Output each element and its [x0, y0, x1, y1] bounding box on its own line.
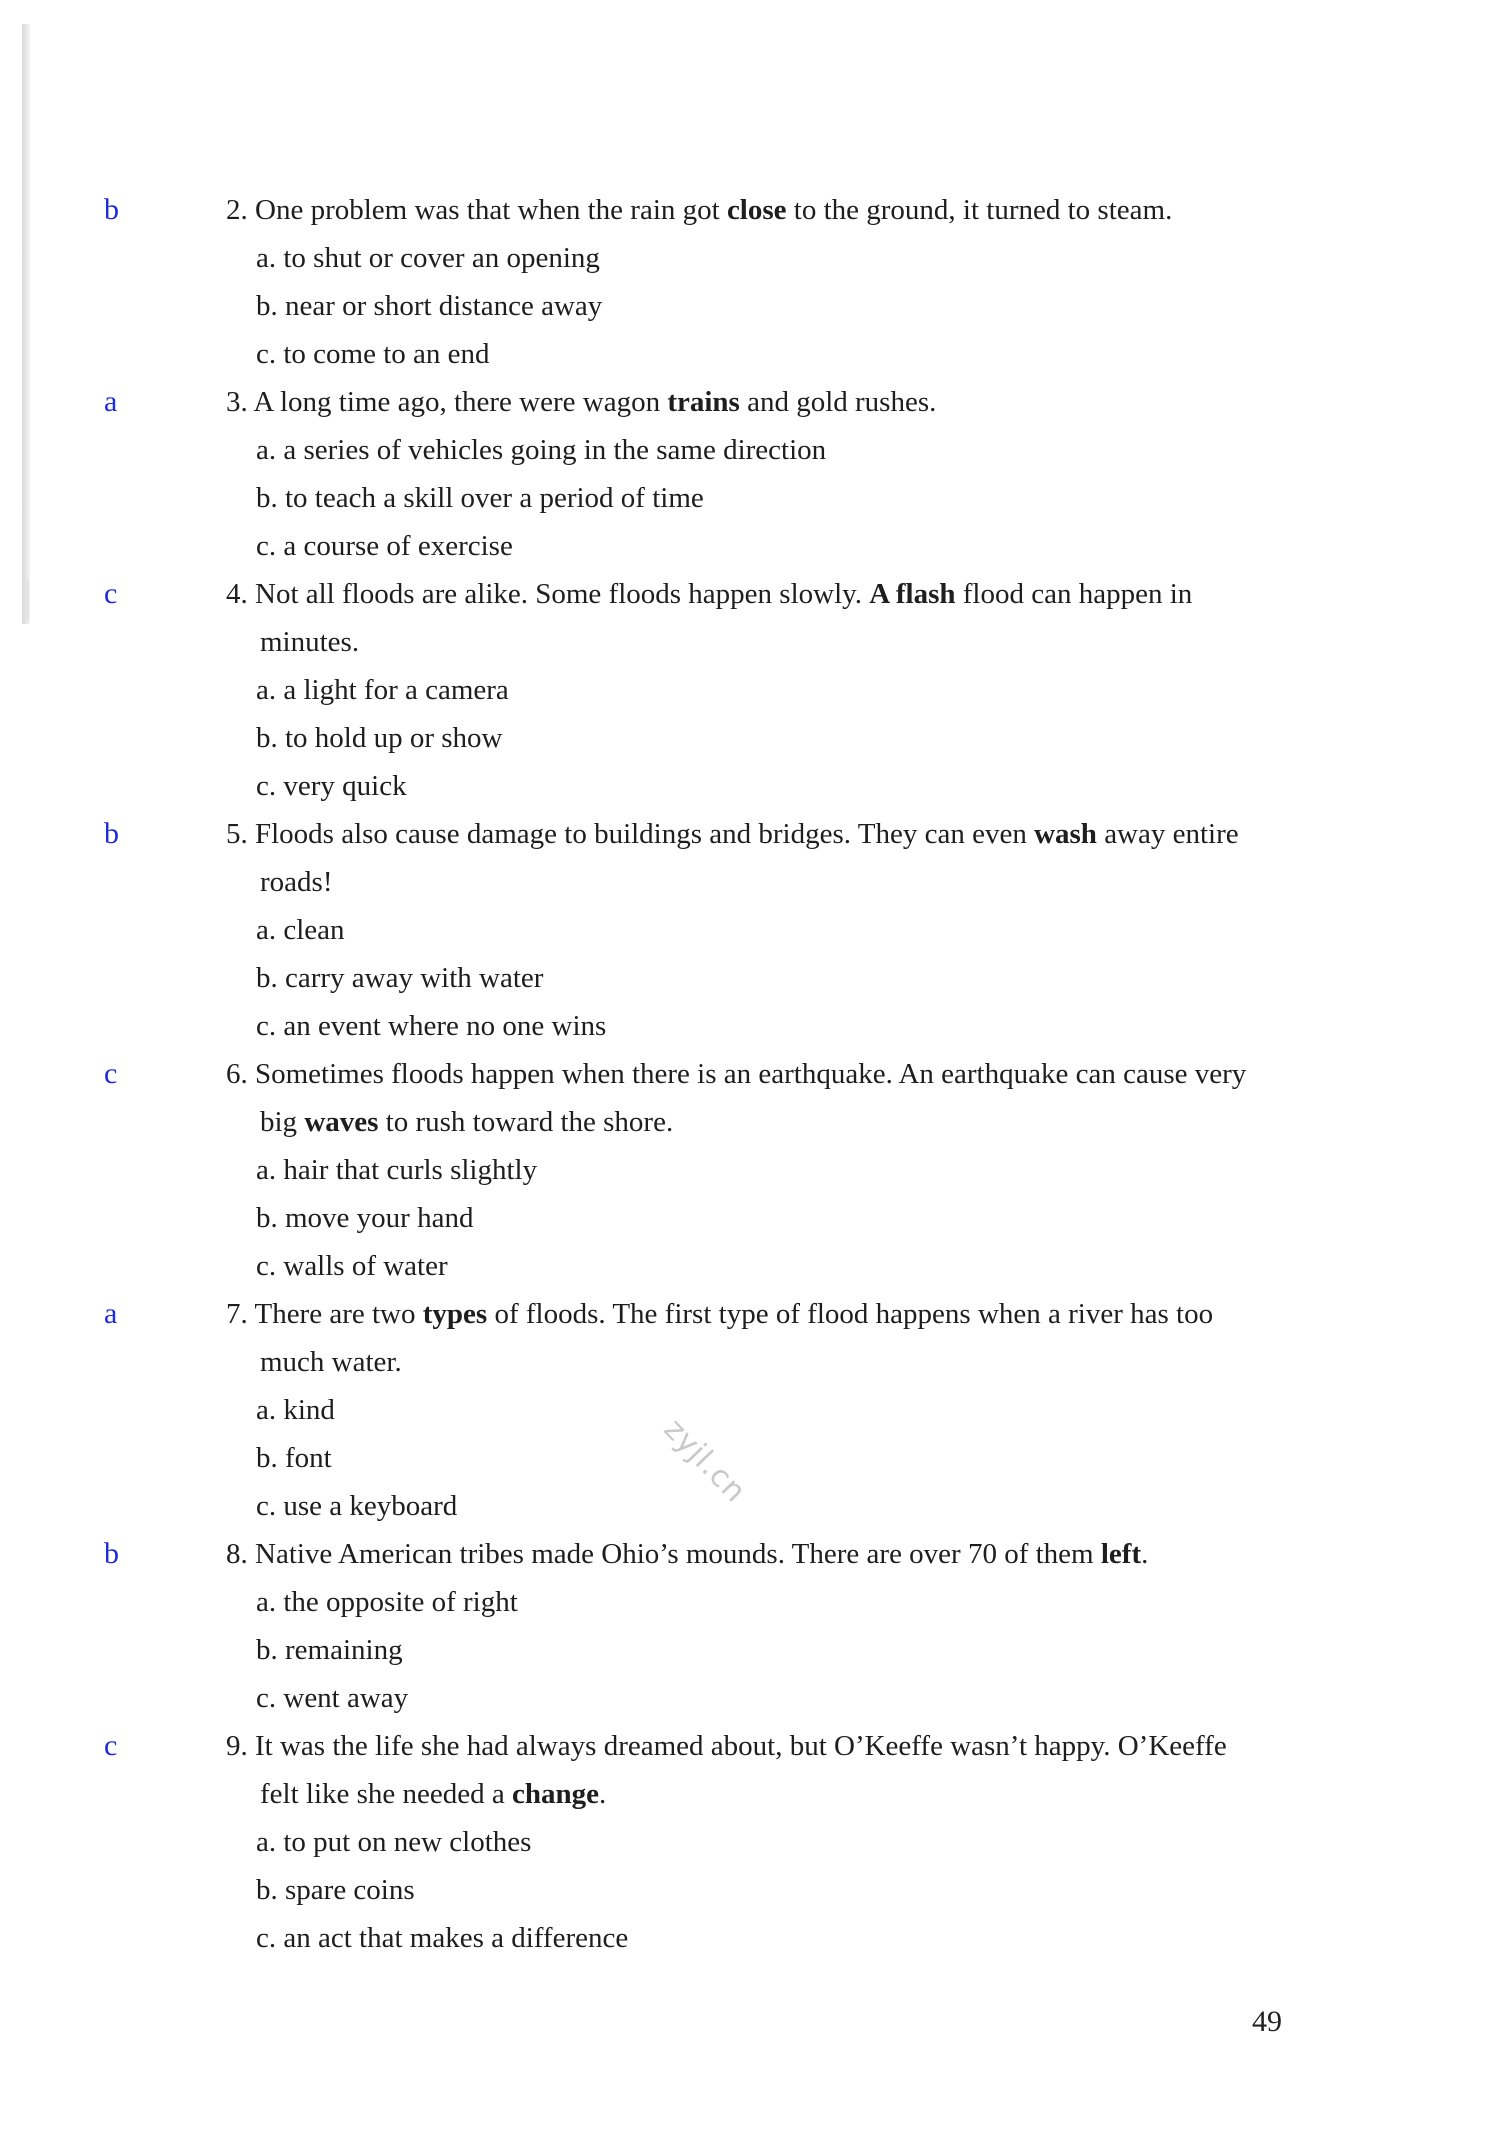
option-b: b. remaining [256, 1634, 403, 1666]
question-stem: 4. Not all floods are alike. Some floods happen slowly. A flash flood can happen in minutes. [226, 570, 1306, 666]
option-b: b. move your hand [256, 1202, 474, 1234]
keyword: trains [667, 386, 740, 418]
question-stem: 2. One problem was that when the rain got close to the ground, it turned to steam. [226, 194, 1173, 226]
option-list [256, 234, 1256, 378]
option-b: b. to teach a skill over a period of time [256, 482, 704, 514]
watermark: zyjl.cn [656, 1412, 754, 1510]
option-list [256, 1386, 1256, 1530]
keyword: A flash [869, 578, 956, 610]
option-a: a. hair that curls slightly [256, 1154, 538, 1186]
question-stem: 6. Sometimes floods happen when there is an earthquake. An earthquake can cause very big waves to rush toward the shore. [226, 1050, 1306, 1146]
option-a: a. to shut or cover an opening [256, 242, 600, 274]
option-c: c. walls of water [256, 1250, 448, 1282]
option-b: b. spare coins [256, 1874, 415, 1906]
question-stem: 5. Floods also cause damage to buildings and bridges. They can even wash away entire roads! [226, 810, 1306, 906]
option-a: a. the opposite of right [256, 1586, 518, 1618]
option-c: c. an act that makes a difference [256, 1922, 629, 1954]
scan-edge-shadow [22, 24, 30, 624]
option-a: a. clean [256, 914, 345, 946]
question-stem: 8. Native American tribes made Ohio’s mounds. There are over 70 of them left. [226, 1538, 1149, 1570]
answer-letter: b [104, 193, 119, 226]
keyword: waves [304, 1106, 379, 1138]
option-a: a. to put on new clothes [256, 1826, 532, 1858]
keyword: types [422, 1298, 488, 1330]
question-stem: 7. There are two types of floods. The first type of flood happens when a river has too much water. [226, 1290, 1306, 1386]
page-number: 49 [1252, 2005, 1282, 2038]
option-list [256, 1578, 1256, 1722]
option-list [256, 666, 1256, 810]
option-list [256, 906, 1256, 1050]
option-c: c. to come to an end [256, 338, 490, 370]
stem-continuation: minutes. [260, 626, 360, 658]
answer-letter: a [104, 1297, 118, 1330]
option-list [256, 1818, 1256, 1962]
option-c: c. a course of exercise [256, 530, 513, 562]
option-a: a. kind [256, 1394, 335, 1426]
answer-letter: c [104, 1057, 118, 1090]
stem-continuation: roads! [260, 866, 333, 898]
keyword: left [1100, 1538, 1142, 1570]
question-stem: 9. It was the life she had always dreamed about, but O’Keeffe wasn’t happy. O’Keeffe felt like she needed a change. [226, 1722, 1306, 1818]
keyword: close [726, 194, 787, 226]
option-c: c. an event where no one wins [256, 1010, 607, 1042]
stem-continuation: felt like she needed a change. [260, 1778, 607, 1810]
answer-letter: a [104, 385, 118, 418]
keyword: wash [1034, 818, 1097, 850]
stem-continuation: big waves to rush toward the shore. [260, 1106, 674, 1138]
option-list [256, 426, 1256, 570]
option-c: c. use a keyboard [256, 1490, 458, 1522]
option-b: b. font [256, 1442, 332, 1474]
answer-letter: b [104, 1537, 119, 1570]
option-list [256, 1146, 1256, 1290]
answer-letter: b [104, 817, 119, 850]
answer-letter: c [104, 577, 118, 610]
option-c: c. went away [256, 1682, 409, 1714]
answer-letter: c [104, 1729, 118, 1762]
keyword: change [512, 1778, 600, 1810]
option-b: b. to hold up or show [256, 722, 503, 754]
question-stem: 3. A long time ago, there were wagon trains and gold rushes. [226, 386, 937, 418]
option-c: c. very quick [256, 770, 407, 802]
option-a: a. a light for a camera [256, 674, 509, 706]
scan-edge-shadow-lower [26, 580, 29, 620]
option-b: b. near or short distance away [256, 290, 603, 322]
option-a: a. a series of vehicles going in the same direction [256, 434, 827, 466]
stem-continuation: much water. [260, 1346, 402, 1378]
option-b: b. carry away with water [256, 962, 544, 994]
